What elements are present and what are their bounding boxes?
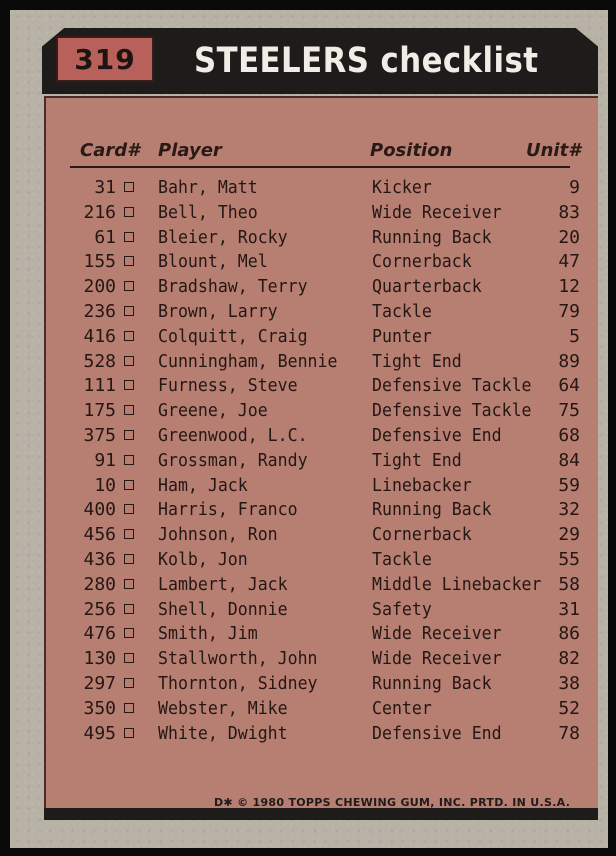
checkbox[interactable] <box>124 678 134 688</box>
player-name: Cunningham, Bennie <box>158 350 338 372</box>
player-position: Tackle <box>372 548 432 570</box>
checkbox[interactable] <box>124 455 134 465</box>
checkbox[interactable] <box>124 628 134 638</box>
card-number: 416 <box>83 325 116 347</box>
card-number: 476 <box>83 623 116 645</box>
player-position: Tackle <box>372 300 432 322</box>
table-row <box>0 424 616 449</box>
table-row <box>0 300 616 325</box>
player-position: Tight End <box>372 449 462 471</box>
card-number: 111 <box>83 375 116 397</box>
checkbox[interactable] <box>124 430 134 440</box>
table-row <box>0 374 616 399</box>
unit-number: 89 <box>558 350 580 372</box>
checkbox[interactable] <box>124 281 134 291</box>
player-name: Greenwood, L.C. <box>158 424 308 446</box>
unit-number: 82 <box>558 648 580 670</box>
player-name: Greene, Joe <box>158 400 268 422</box>
table-row <box>0 622 616 647</box>
checkbox[interactable] <box>124 529 134 539</box>
player-name: Brown, Larry <box>158 300 278 322</box>
unit-number: 59 <box>558 474 580 496</box>
table-row <box>0 399 616 424</box>
player-name: Webster, Mike <box>158 697 288 719</box>
player-name: Johnson, Ron <box>158 524 278 546</box>
player-position: Running Back <box>372 499 492 521</box>
card-number: 528 <box>83 350 116 372</box>
player-position: Wide Receiver <box>372 623 502 645</box>
card-number: 436 <box>83 548 116 570</box>
checkbox[interactable] <box>124 504 134 514</box>
card-number-badge: 319 <box>56 36 154 82</box>
player-name: Harris, Franco <box>158 499 298 521</box>
checkbox[interactable] <box>124 182 134 192</box>
card-number: 456 <box>83 524 116 546</box>
card-title: STEELERS checklist <box>194 41 539 81</box>
unit-number: 68 <box>558 424 580 446</box>
player-position: Cornerback <box>372 524 472 546</box>
card-number: 175 <box>83 400 116 422</box>
copyright-footer: D✱ © 1980 TOPPS CHEWING GUM, INC. PRTD. IN U.S.A. <box>214 796 571 809</box>
table-row <box>0 523 616 548</box>
player-position: Cornerback <box>372 251 472 273</box>
column-header-card: Card# <box>80 140 140 161</box>
card-number: 280 <box>83 573 116 595</box>
player-name: Stallworth, John <box>158 648 318 670</box>
checkbox[interactable] <box>124 356 134 366</box>
unit-number: 55 <box>558 548 580 570</box>
table-row <box>0 672 616 697</box>
player-name: Ham, Jack <box>158 474 248 496</box>
checklist-rows <box>0 176 616 746</box>
player-name: Bell, Theo <box>158 201 258 223</box>
card-number: 256 <box>83 598 116 620</box>
table-row <box>0 647 616 672</box>
checkbox[interactable] <box>124 232 134 242</box>
unit-number: 32 <box>558 499 580 521</box>
column-header-unit: Unit# <box>526 140 581 161</box>
unit-number: 5 <box>569 325 580 347</box>
table-row <box>0 722 616 747</box>
card-number: 236 <box>83 300 116 322</box>
player-name: Smith, Jim <box>158 623 258 645</box>
card-number: 130 <box>83 648 116 670</box>
column-header-player: Player <box>158 140 222 161</box>
table-row <box>0 176 616 201</box>
checkbox[interactable] <box>124 405 134 415</box>
column-header-position: Position <box>370 140 453 161</box>
table-row <box>0 350 616 375</box>
table-row <box>0 474 616 499</box>
player-name: Bahr, Matt <box>158 177 258 198</box>
checkbox[interactable] <box>124 728 134 738</box>
table-row <box>0 275 616 300</box>
checkbox[interactable] <box>124 380 134 390</box>
player-position: Punter <box>372 325 432 347</box>
player-name: Thornton, Sidney <box>158 672 318 694</box>
player-position: Quarterback <box>372 276 482 298</box>
unit-number: 20 <box>558 226 580 248</box>
player-position: Wide Receiver <box>372 648 502 670</box>
player-position: Linebacker <box>372 474 472 496</box>
unit-number: 86 <box>558 623 580 645</box>
table-row <box>0 697 616 722</box>
card-number: 375 <box>83 424 116 446</box>
player-name: Kolb, Jon <box>158 548 248 570</box>
unit-number: 38 <box>558 672 580 694</box>
checkbox[interactable] <box>124 604 134 614</box>
player-position: Center <box>372 697 432 719</box>
player-position: Kicker <box>372 177 432 198</box>
player-name: Grossman, Randy <box>158 449 308 471</box>
card-number: 297 <box>83 672 116 694</box>
unit-number: 64 <box>558 375 580 397</box>
checkbox[interactable] <box>124 480 134 490</box>
card-number: 10 <box>94 474 116 496</box>
checkbox[interactable] <box>124 653 134 663</box>
bottom-bar <box>44 808 598 820</box>
unit-number: 84 <box>558 449 580 471</box>
card-number: 61 <box>94 226 116 248</box>
player-position: Defensive End <box>372 722 502 744</box>
player-name: Shell, Donnie <box>158 598 288 620</box>
checkbox[interactable] <box>124 331 134 341</box>
table-row <box>0 573 616 598</box>
table-row <box>0 598 616 623</box>
unit-number: 9 <box>569 177 580 198</box>
card-number: 155 <box>83 251 116 273</box>
player-position: Safety <box>372 598 432 620</box>
table-row <box>0 449 616 474</box>
checkbox[interactable] <box>124 306 134 316</box>
player-name: Lambert, Jack <box>158 573 288 595</box>
unit-number: 79 <box>558 300 580 322</box>
unit-number: 75 <box>558 400 580 422</box>
player-position: Middle Linebacker <box>372 573 542 595</box>
checkbox[interactable] <box>124 256 134 266</box>
unit-number: 78 <box>558 722 580 744</box>
unit-number: 52 <box>558 697 580 719</box>
player-name: Furness, Steve <box>158 375 298 397</box>
player-name: Blount, Mel <box>158 251 268 273</box>
player-name: Bleier, Rocky <box>158 226 288 248</box>
unit-number: 58 <box>558 573 580 595</box>
unit-number: 31 <box>558 598 580 620</box>
card-number: 91 <box>94 449 116 471</box>
unit-number: 29 <box>558 524 580 546</box>
checkbox[interactable] <box>124 703 134 713</box>
table-row <box>0 250 616 275</box>
card-number: 495 <box>83 722 116 744</box>
unit-number: 12 <box>558 276 580 298</box>
table-row <box>0 548 616 573</box>
checkbox[interactable] <box>124 554 134 564</box>
player-name: White, Dwight <box>158 722 288 744</box>
card-number: 350 <box>83 697 116 719</box>
card-number: 200 <box>83 276 116 298</box>
unit-number: 47 <box>558 251 580 273</box>
table-row <box>0 325 616 350</box>
card-number: 31 <box>94 177 116 198</box>
player-position: Defensive Tackle <box>372 375 532 397</box>
unit-number: 83 <box>558 201 580 223</box>
player-position: Running Back <box>372 672 492 694</box>
player-position: Wide Receiver <box>372 201 502 223</box>
player-name: Colquitt, Craig <box>158 325 308 347</box>
table-row <box>0 226 616 251</box>
player-position: Defensive End <box>372 424 502 446</box>
player-name: Bradshaw, Terry <box>158 276 308 298</box>
header-rule <box>70 166 570 168</box>
card-number: 216 <box>83 201 116 223</box>
card-number: 400 <box>83 499 116 521</box>
checkbox[interactable] <box>124 579 134 589</box>
table-row <box>0 201 616 226</box>
player-position: Running Back <box>372 226 492 248</box>
player-position: Defensive Tackle <box>372 400 532 422</box>
checkbox[interactable] <box>124 207 134 217</box>
player-position: Tight End <box>372 350 462 372</box>
table-row <box>0 498 616 523</box>
